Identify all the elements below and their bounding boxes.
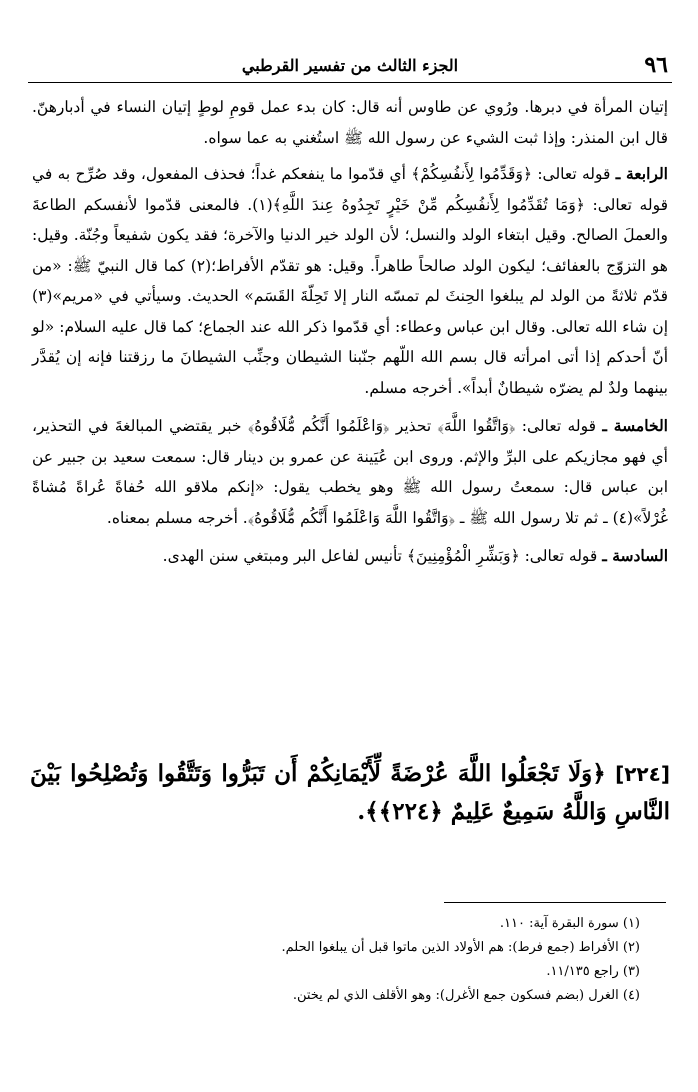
- body-text: [32, 92, 668, 580]
- quran-verse: [30, 755, 670, 831]
- paragraph-text: قوله تعالى: ﴿وَقَدِّمُوا لِأَنفُسِكُمْ﴾ أي قدّموا ما ينفعكم غداً؛ فحذف المفعول، وقد صُرِّح به في قوله تعالى: ﴿وَمَا تُقَدِّمُوا لِأَنفُسِكُم مِّنْ خَيْرٍ تَجِدُوهُ عِندَ اللَّهِ﴾(١). فالمعنى قدّموا لأنفسكم الطاعةَ والعملَ الصالح. وقيل ابتغاء الولد والنسل؛ لأن الولد خير الدنيا والآخرة؛ فقد يكون شفيعاً وجُنّة. وقيل: هو التزوّج بالعفائف؛ ليكون الولد صالحاً طاهراً. وقيل: هو تقدّم الأفراط؛(٢) كما قال النبيّ ﷺ: «من قدّم ثلاثةً من الولد لم يبلغوا الحِنثَ لم تمسّه النار إلا تَحِلّةَ القَسَم» الحديث. وسيأتي في «مريم»(٣) إن شاء الله تعالى. وقال ابن عباس وعطاء: أي قدّموا ذكر الله عند الجماع؛ كما قال عليه السلام: «لو أنّ أحدكم إذا أتى امرأته قال بسم الله اللّهم جنّبنا الشيطان وجنِّب الشيطانَ ما رزقتنا فإنه إن يُقدَّر بينهما ولدٌ لم يضرّه شيطانٌ أبداً». أخرجه مسلم.: [32, 165, 668, 397]
- footnotes: [40, 912, 640, 1008]
- paragraph-heading: الخامسة ـ: [602, 416, 668, 435]
- verse-number: [٢٢٤]: [615, 762, 670, 786]
- verse-text: ﴿وَلَا تَجْعَلُوا اللَّهَ عُرْضَةً لِّأَيْمَانِكُمْ أَن تَبَرُّوا وَتَتَّقُوا وَتُصْلِحُوا بَيْنَ النَّاسِ وَاللَّهُ سَمِيعٌ عَلِيمٌ ﴿٢٢٤﴾﴾.: [30, 760, 670, 825]
- paragraph-text: قوله تعالى: ﴿وَاتَّقُوا اللَّهَ﴾ تحذير ﴿وَاعْلَمُوا أَنَّكُم مُّلَاقُوهُ﴾ خبر يقتضي المبالغةَ في التحذير، أي فهو مجازيكم على البرِّ والإثم. وروى ابن عُيَينة عن عمرو بن دينار قال: سمعت سعيد بن جبير عن ابن عباس قال: سمعتُ رسول الله ﷺ وهو يخطب يقول: «إنكم ملاقو الله حُفاةً عُراةً مُشاةً غُرْلاً»(٤) ـ ثم تلا رسول الله ﷺ ـ ﴿وَاتَّقُوا اللَّهَ وَاعْلَمُوا أَنَّكُم مُّلَاقُوهُ﴾. أخرجه مسلم بمعناه.: [32, 417, 668, 527]
- paragraph: [32, 159, 668, 403]
- page-header: [28, 52, 672, 83]
- paragraph-heading: الرابعة ـ: [615, 164, 668, 183]
- page-number: ٩٦: [644, 52, 668, 78]
- paragraph: [32, 92, 668, 153]
- footnote: (٤) الغرل (بضم فسكون جمع الأغرل): وهو الأقلف الذي لم يختن.: [292, 988, 640, 1003]
- paragraph-heading: السادسة ـ: [602, 546, 668, 565]
- footnote: (٢) الأفراط (جمع فرط): هم الأولاد الذين ماتوا قبل أن يبلغوا الحلم.: [281, 940, 640, 955]
- footnote: (٣) راجع ١١/١٣٥.: [546, 964, 640, 979]
- paragraph: [32, 411, 668, 533]
- footnote: (١) سورة البقرة آية: ١١٠.: [499, 916, 640, 931]
- paragraph: [32, 541, 668, 572]
- running-title: الجزء الثالث من تفسير القرطبي: [241, 56, 459, 75]
- paragraph-text: قوله تعالى: ﴿وَبَشِّرِ الْمُؤْمِنِينَ﴾ تأنيس لفاعل البر ومبتغي سنن الهدى.: [162, 547, 598, 565]
- paragraph-text: إتيان المرأة في دبرها. ورُوي عن طاوس أنه قال: كان بدء عمل قومِ لوطٍ إتيان النساء في أدبارهنّ. قال ابن المنذر: وإذا ثبت الشيء عن رسول الله ﷺ استُغني به عما سواه.: [32, 98, 668, 147]
- footnote-divider: [444, 902, 666, 903]
